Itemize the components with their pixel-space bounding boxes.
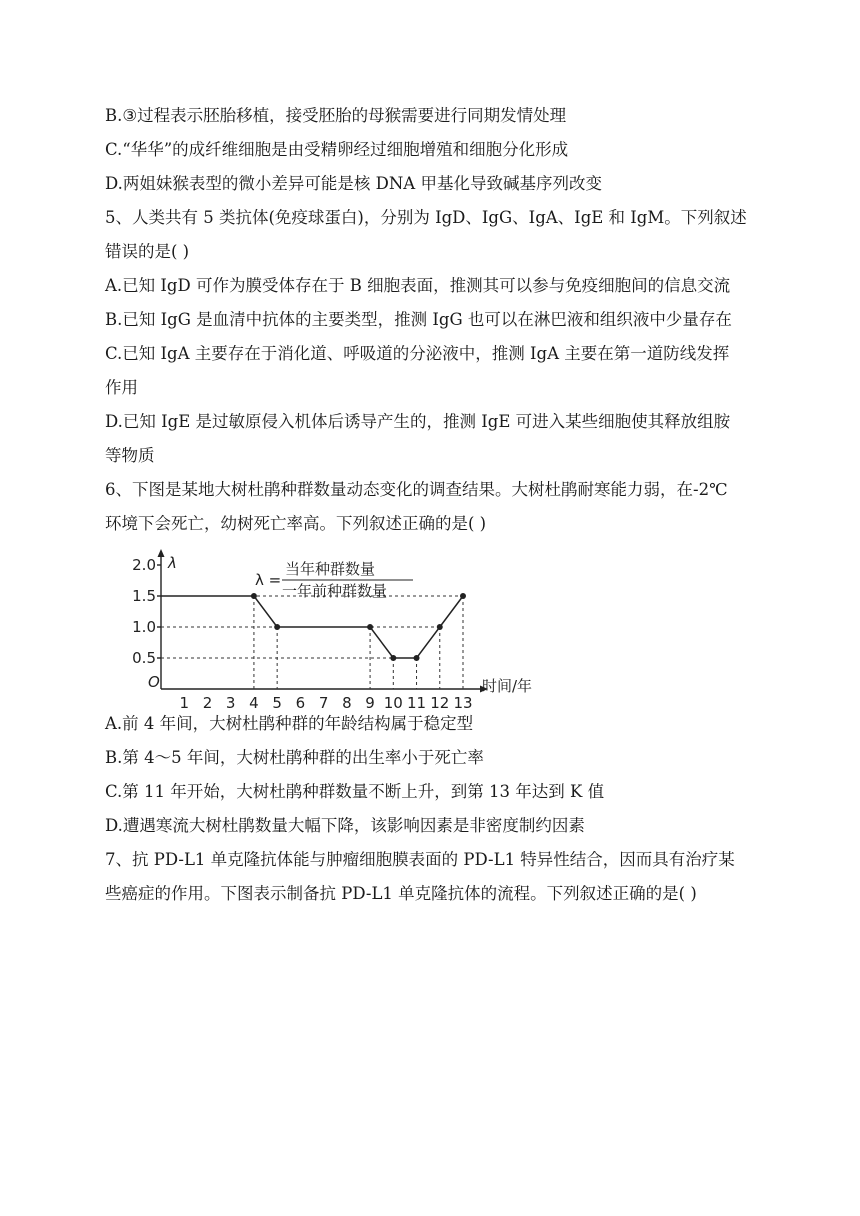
- question-5-stem: 5、人类共有 5 类抗体(免疫球蛋白)，分别为 IgD、IgG、IgA、IgE 和 IgM。下列叙述: [105, 208, 747, 227]
- y-tick-label: 1.0: [132, 618, 156, 636]
- question-5-stem-cont: 错误的是( ): [105, 242, 190, 261]
- x-tick-label: 2: [202, 694, 213, 712]
- x-tick-label: 5: [272, 694, 282, 712]
- lambda-series-line: [161, 596, 463, 658]
- x-tick-label: 10: [383, 694, 403, 712]
- lambda-chart: [128, 545, 548, 712]
- data-point: [437, 624, 443, 630]
- x-tick-label: 3: [225, 694, 236, 712]
- question-7-stem: 7、抗 PD-L1 单克隆抗体能与肿瘤细胞膜表面的 PD-L1 特异性结合，因而具有治疗某: [105, 850, 735, 869]
- x-tick-label: 4: [249, 694, 259, 712]
- question-6-stem: 6、下图是某地大树杜鹃种群数量动态变化的调查结果。大树杜鹃耐寒能力弱，在-2℃: [105, 480, 728, 499]
- x-tick-label: 6: [295, 694, 306, 712]
- x-axis-label: 时间/年: [482, 677, 533, 695]
- option-line: B.第 4～5 年间，大树杜鹃种群的出生率小于死亡率: [105, 748, 484, 767]
- data-point: [390, 655, 396, 661]
- option-line: D.遭遇寒流大树杜鹃数量大幅下降，该影响因素是非密度制约因素: [105, 816, 585, 835]
- data-point: [414, 655, 420, 661]
- data-point: [274, 624, 280, 630]
- option-line: C.第 11 年开始，大树杜鹃种群数量不断上升，到第 13 年达到 K 值: [105, 782, 605, 801]
- x-tick-label: 11: [406, 694, 427, 712]
- x-tick-label: 12: [430, 694, 450, 712]
- y-tick-label: 2.0: [132, 556, 156, 574]
- option-line: B.已知 IgG 是血清中抗体的主要类型，推测 IgG 也可以在淋巴液和组织液中少量存在: [105, 310, 732, 329]
- x-tick-label: 8: [342, 694, 352, 712]
- option-line: D.两姐妹猴表型的微小差异可能是核 DNA 甲基化导致碱基序列改变: [105, 174, 602, 193]
- data-point: [460, 593, 466, 599]
- data-point: [251, 593, 257, 599]
- data-point: [367, 624, 373, 630]
- formula: [255, 560, 413, 600]
- formula-numerator: 当年种群数量: [285, 560, 376, 578]
- option-line-cont: 等物质: [105, 446, 155, 465]
- option-line: D.已知 IgE 是过敏原侵入机体后诱导产生的，推测 IgE 可进入某些细胞使其释放组胺: [105, 412, 731, 431]
- lambda-chart-svg: [128, 545, 548, 712]
- question-7-stem-cont: 些癌症的作用。下图表示制备抗 PD-L1 单克隆抗体的流程。下列叙述正确的是( ): [105, 884, 697, 903]
- option-line: A.前 4 年间，大树杜鹃种群的年龄结构属于稳定型: [105, 714, 474, 733]
- question-6-stem-cont: 环境下会死亡，幼树死亡率高。下列叙述正确的是( ): [105, 514, 487, 533]
- option-line: C.已知 IgA 主要存在于消化道、呼吸道的分泌液中，推测 IgA 主要在第一道防线发挥: [105, 344, 730, 363]
- formula-lhs: λ =: [255, 571, 282, 589]
- y-axis-label: λ: [168, 554, 177, 572]
- origin-label: O: [148, 673, 160, 691]
- x-tick-label: 9: [365, 694, 375, 712]
- formula-denominator: 一年前种群数量: [282, 582, 388, 600]
- option-line: A.已知 IgD 可作为膜受体存在于 B 细胞表面，推测其可以参与免疫细胞间的信息交流: [105, 276, 731, 295]
- option-line-cont: 作用: [105, 378, 138, 397]
- y-tick-label: 1.5: [132, 587, 156, 605]
- option-line: C.“华华”的成纤维细胞是由受精卵经过细胞增殖和细胞分化形成: [105, 140, 569, 159]
- option-line: B.③过程表示胚胎移植，接受胚胎的母猴需要进行同期发情处理: [105, 106, 567, 125]
- y-axis-arrow: [158, 549, 165, 557]
- x-tick-label: 1: [179, 694, 190, 712]
- y-tick-label: 0.5: [132, 649, 156, 667]
- x-tick-label: 7: [318, 694, 329, 712]
- x-tick-label: 13: [453, 694, 473, 712]
